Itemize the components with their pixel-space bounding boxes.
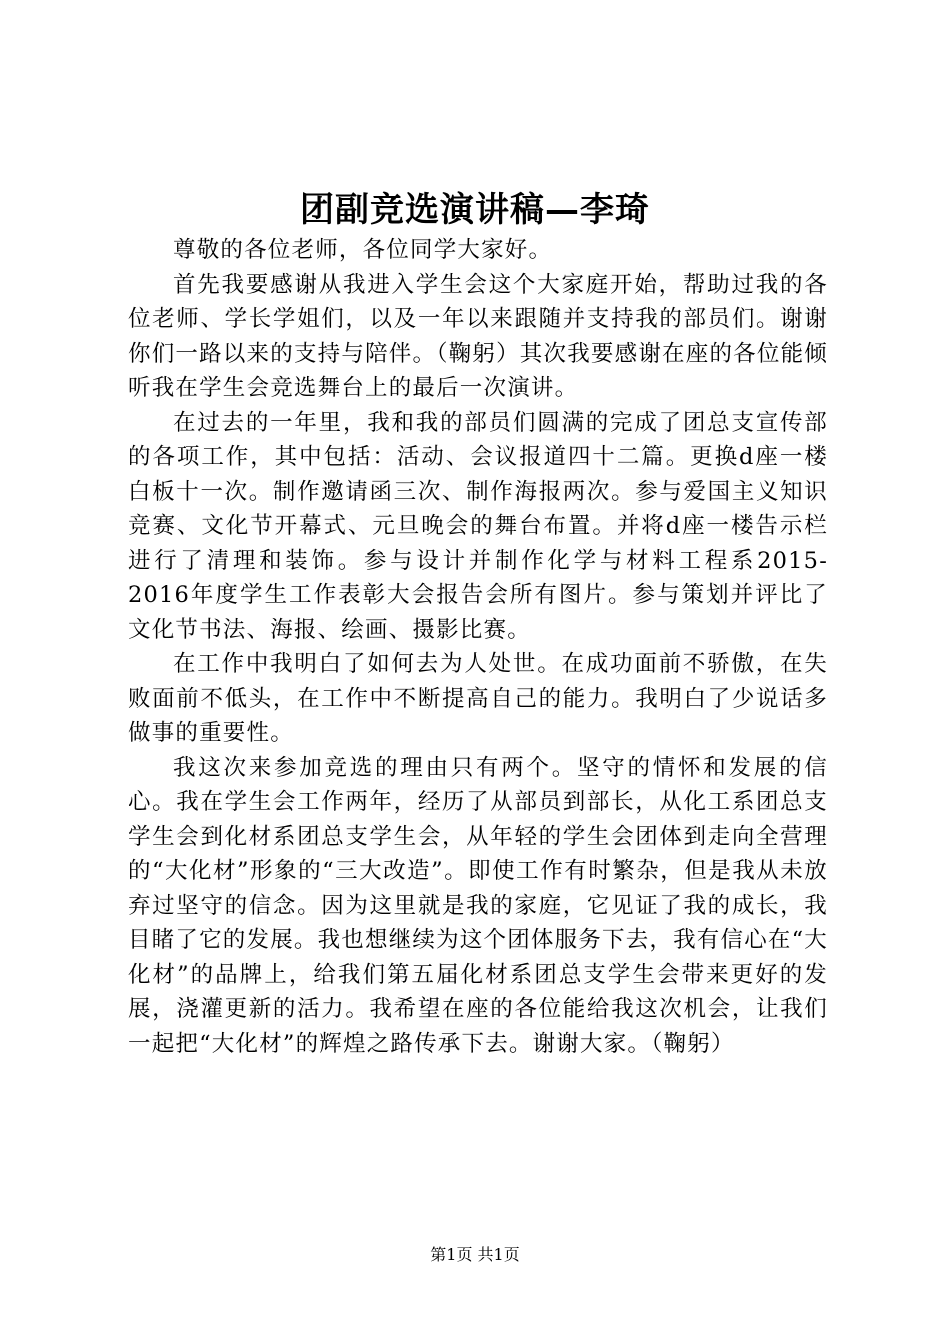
paragraph-reasons: 我这次来参加竞选的理由只有两个。坚守的情怀和发展的信心。我在学生会工作两年，经历了从部员到部长，从化工系团总支学生会到化材系团总支学生会，从年轻的学生会团体到走向全营理的“大化材”形象的“三大改造”。即使工作有时繁杂，但是我从未放弃过坚守的信念。因为这里就是我的家庭，它见证了我的成长，我目睹了它的发展。我也想继续为这个团体服务下去，我有信心在“大化材”的品牌上，给我们第五届化材系团总支学生会带来更好的发展，浇灌更新的活力。我希望在座的各位能给我这次机会，让我们一起把“大化材”的辉煌之路传承下去。谢谢大家。（鞠躬）: [128, 754, 829, 1057]
paragraph-lessons: 在工作中我明白了如何去为人处世。在成功面前不骄傲，在失败面前不低头，在工作中不断提高自己的能力。我明白了少说话多做事的重要性。: [128, 651, 828, 746]
document-body: [128, 233, 828, 1061]
paragraph-thanks: 首先我要感谢从我进入学生会这个大家庭开始，帮助过我的各位老师、学长学姐们，以及一年以来跟随并支持我的部员们。谢谢你们一路以来的支持与陪伴。（鞠躬）其次我要感谢在座的各位能倾听我在学生会竞选舞台上的最后一次演讲。: [128, 271, 828, 401]
document-title: 团副竞选演讲稿—李琦: [300, 190, 650, 230]
paragraph-greeting: 尊敬的各位老师，各位同学大家好。: [173, 237, 553, 263]
paragraph-achievements: 在过去的一年里，我和我的部员们圆满的完成了团总支宣传部的各项工作，其中包括：活动、会议报道四十二篇。更换d座一楼白板十一次。制作邀请函三次、制作海报两次。参与爱国主义知识竞赛、文化节开幕式、元旦晚会的舞台布置。并将d座一楼告示栏进行了清理和装饰。参与设计并制作化学与材料工程系2015-2016年度学生工作表彰大会报告会所有图片。参与策划并评比了文化节书法、海报、绘画、摄影比赛。: [128, 409, 828, 643]
page-footer: 第1页 共1页: [430, 1245, 520, 1264]
